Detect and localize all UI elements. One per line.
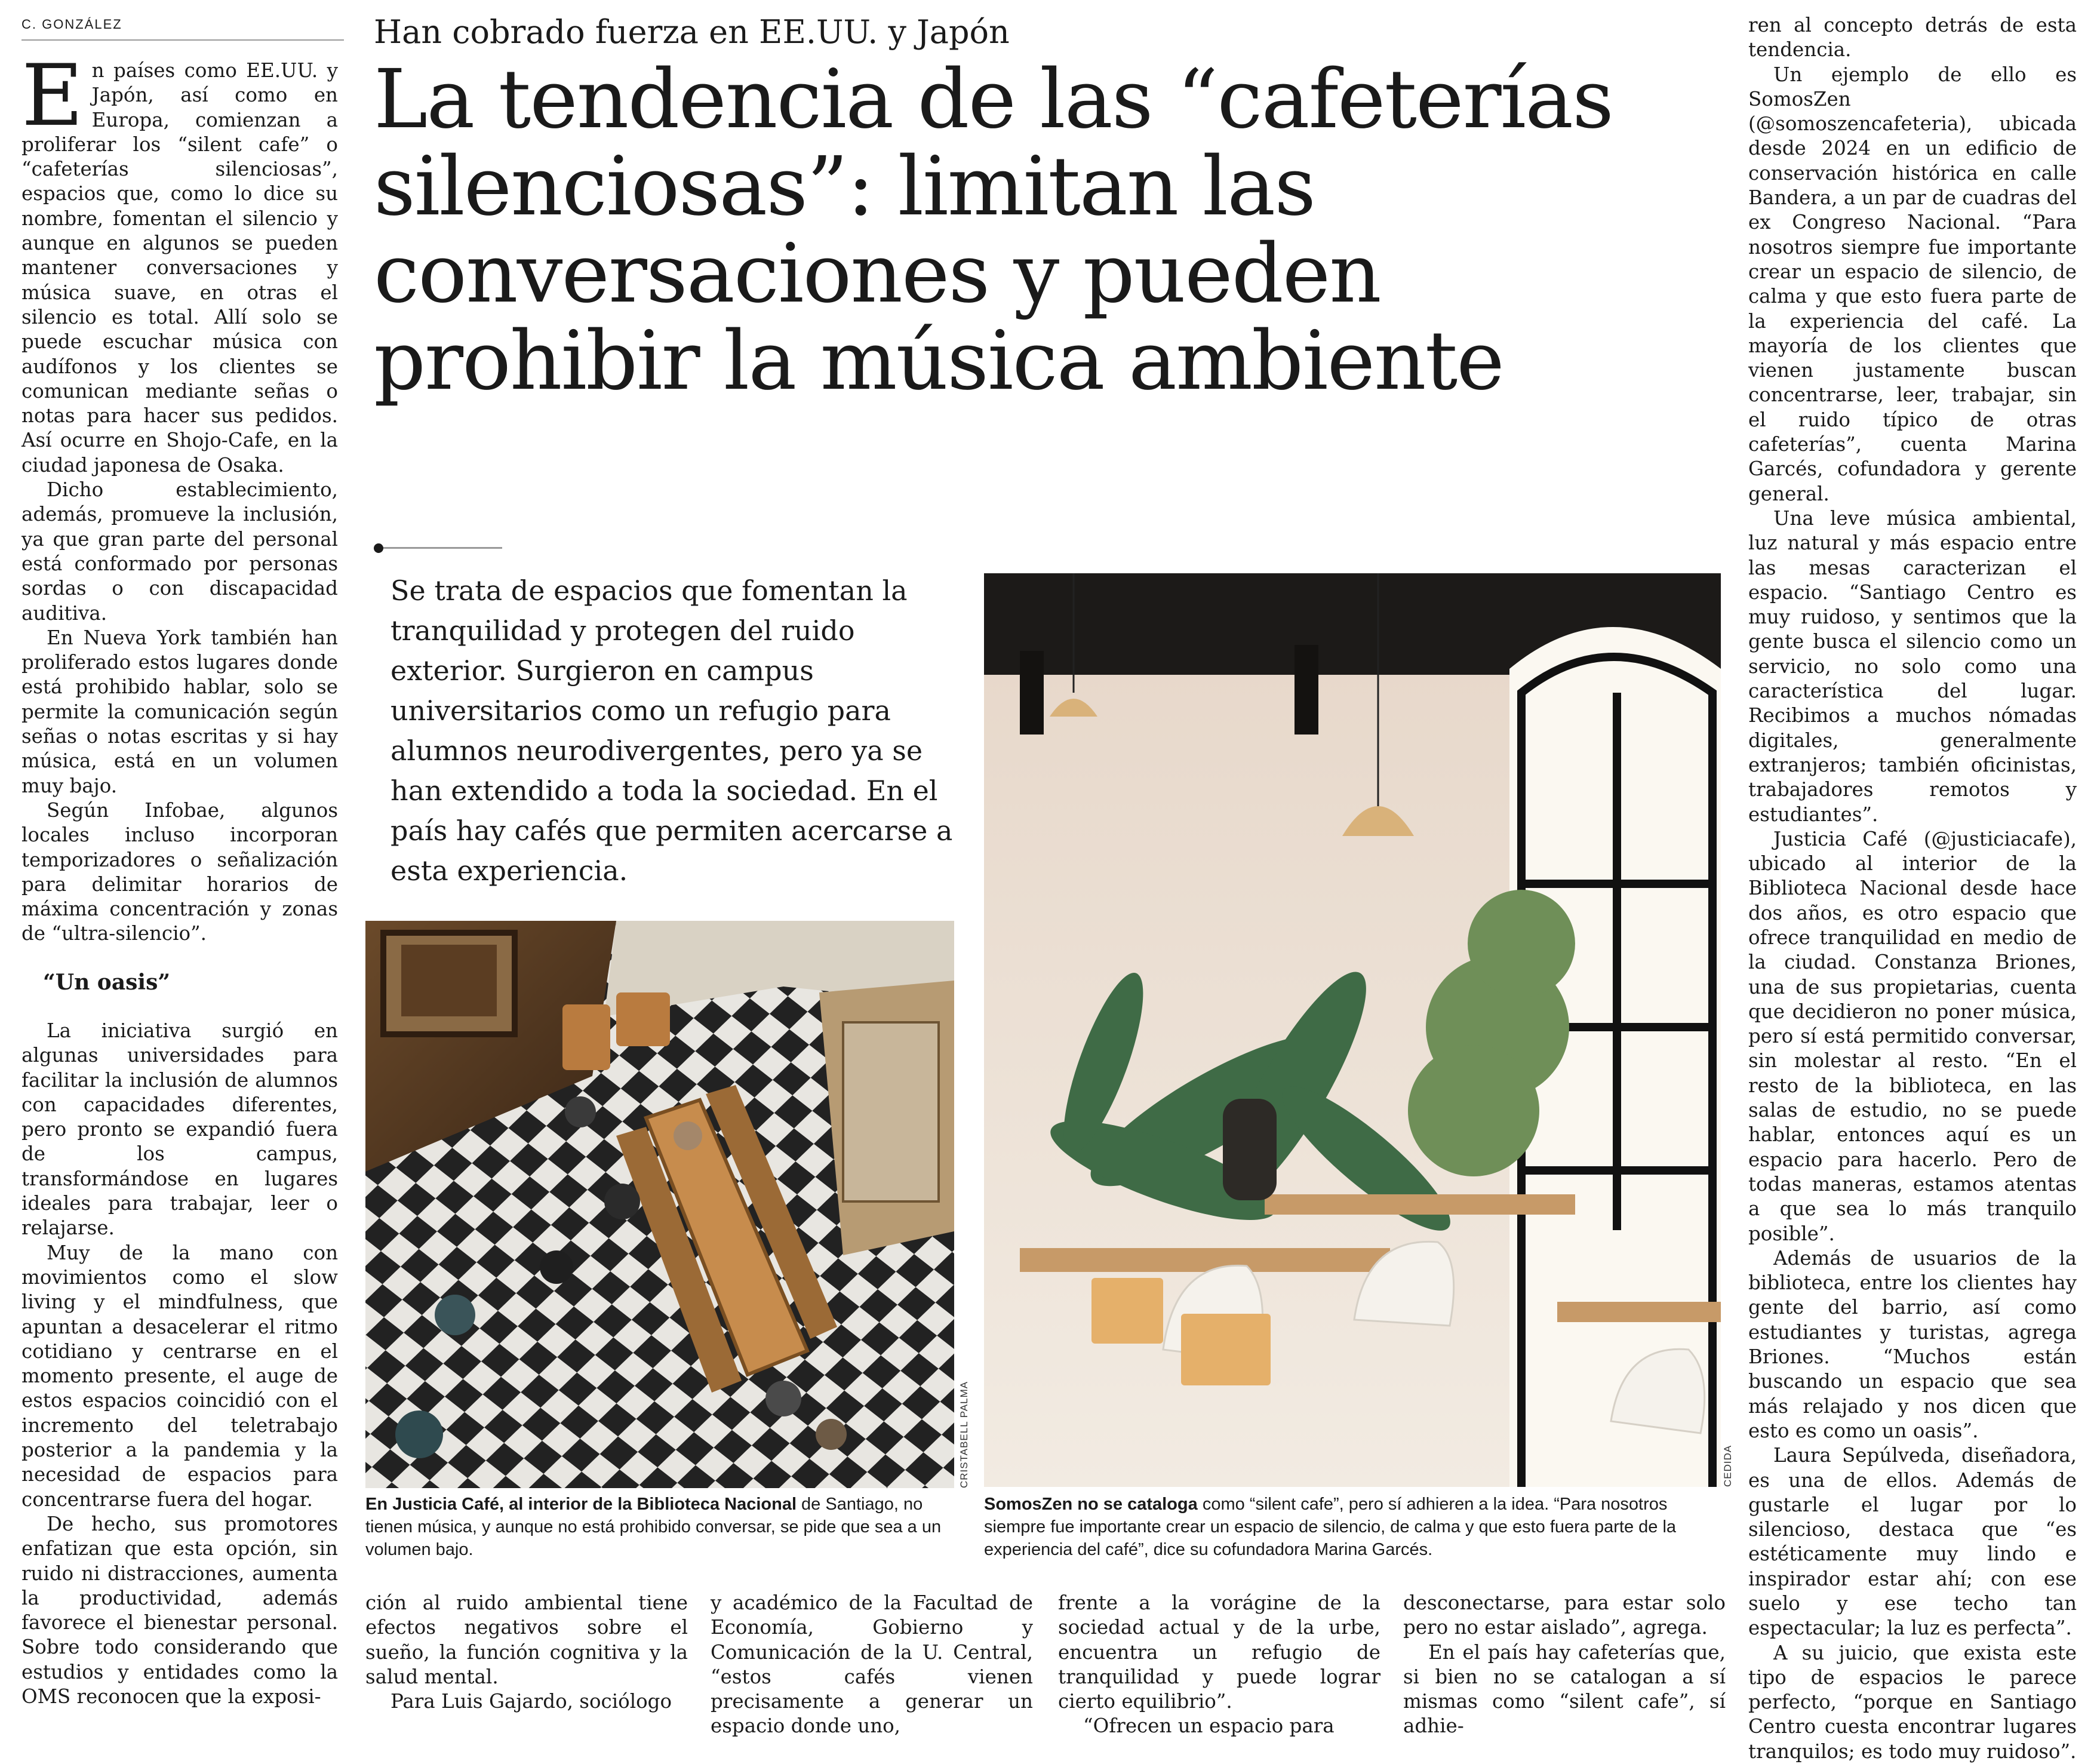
headline-line: silenciosas”: limitan las xyxy=(374,140,1315,234)
headline-line: conversaciones y pueden xyxy=(374,227,1380,321)
article-paragraph: Para Luis Gajardo, sociólogo xyxy=(391,1690,672,1713)
byline: C. GONZÁLEZ xyxy=(21,17,122,32)
caption-lead: En Justicia Café, al interior de la Biblioteca Nacional xyxy=(365,1495,797,1514)
article-paragraph: Según Infobae, algunos locales incluso incorporan temporizadores o señalización para delimitar horarios de máxima concentración y zonas de “ultra-silencio”. xyxy=(21,798,338,945)
headline-line: La tendencia de las “cafeterías xyxy=(374,53,1613,147)
lead-paragraph: Se trata de espacios que fomentan la tranquilidad y protegen del ruido exterior. Surgieron en campus universitarios como un refugio para alumnos neurodivergentes, pero ya se han extendido a toda la sociedad. En el país hay cafés que permiten acercarse a esta experiencia. xyxy=(391,574,953,887)
photo-justicia-cafe-image xyxy=(365,921,954,1488)
photo-somoszen xyxy=(984,573,1721,1487)
article-paragraph: Dicho establecimiento, además, promueve la inclusión, ya que gran parte del personal está conformado por personas sordas o con discapacidad auditiva. xyxy=(21,478,338,625)
caption-lead: SomosZen no se cataloga xyxy=(984,1495,1198,1514)
article-paragraph: Una leve música ambiental, luz natural y más espacio entre las mesas caracterizan el espacio. “Santiago Centro es muy ruidoso, y sentimos que la gente busca el silencio como un servicio, no solo como una característica del lugar. Recibimos a muchos nómadas digitales, generalmente extranjeros; también oficinistas, trabajadores remotos y estudiantes”. xyxy=(1748,506,2077,826)
photo-justicia-cafe xyxy=(365,921,954,1488)
photo-credit-1: CRISTABELL PALMA xyxy=(958,1381,970,1488)
article-paragraph: Justicia Café (@justiciacafe), ubicado al interior de la Biblioteca Nacional desde hace dos años, es otro espacio que ofrece tranquilidad en medio de la ciudad. Constanza Briones, una de sus propietarias, cuenta que decidieron no poner música, pero sí está permitido conversar, sin molestar al resto. “En el resto de la biblioteca, en las salas de estudio, no se puede hablar, entonces aquí es un espacio para hacerlo. Pero de todas maneras, estamos atentas a que sea lo más tranquilo posible”. xyxy=(1748,827,2077,1245)
article-column-1 xyxy=(21,47,338,1709)
article-paragraph: ren al concepto detrás de esta tendencia. xyxy=(1748,14,2077,62)
photo-caption-2 xyxy=(984,1493,1724,1561)
article-paragraph: ción al ruido ambiental tiene efectos negativos sobre el sueño, la función cognitiva y la salud mental. xyxy=(365,1591,688,1688)
article-column-2 xyxy=(365,1591,688,1714)
article-column-5 xyxy=(1403,1591,1726,1739)
byline-rule xyxy=(21,39,344,41)
section-subhead: “Un oasis” xyxy=(43,969,171,995)
headline xyxy=(374,53,1723,408)
article-column-4 xyxy=(1058,1591,1380,1739)
article-paragraph: Además de usuarios de la biblioteca, entre los clientes hay gente del barrio, así como estudiantes y turistas, agrega Briones. “Muchos están buscando un espacio que sea más relajado y nos dicen que esto es como un oasis”. xyxy=(1748,1246,2077,1442)
article-paragraph: Un ejemplo de ello es SomosZen (@somoszencafeteria), ubicada desde 2024 en un edificio de conservación histórica en calle Bandera, a un par de cuadras del ex Congreso Nacional. “Para nosotros siempre fue importante crear un espacio de silencio, de calma y que esto fuera parte de la experiencia del café. La mayoría de los clientes que vienen justamente buscan concentrarse, leer, trabajar, sin el ruido típico de otras cafeterías”, cuenta Marina Garcés, cofundadora y gerente general. xyxy=(1748,63,2077,505)
article-column-6 xyxy=(1748,13,2077,1764)
article-paragraph: De hecho, sus promotores enfatizan que esta opción, sin ruido ni distracciones, aumenta la productividad, además favorece el bienestar personal. Sobre todo considerando que estudios y entidades como la OMS reconocen que la exposi- xyxy=(21,1512,338,1708)
drop-cap: E xyxy=(21,47,84,145)
article-paragraph: frente a la vorágine de la sociedad actual y de la urbe, encuentra un refugio de tranquilidad y puede lograr cierto equilibrio”. xyxy=(1058,1591,1380,1713)
article-column-3 xyxy=(711,1591,1033,1739)
article-paragraph xyxy=(21,47,338,478)
lead-bullet xyxy=(374,543,383,553)
article-paragraph: En el país hay cafeterías que, si bien no se catalogan a sí mismas como “silent cafe”, sí adhie- xyxy=(1403,1640,1726,1738)
article-paragraph: desconectarse, para estar solo pero no estar aislado”, agrega. xyxy=(1403,1591,1726,1639)
lead-rule xyxy=(374,547,502,549)
photo-somoszen-image xyxy=(984,573,1721,1487)
headline-line: prohibir la música ambiente xyxy=(374,314,1503,408)
article-paragraph: y académico de la Facultad de Economía, Gobierno y Comunicación de la U. Central, “estos cafés vienen precisamente a generar un espacio donde uno, xyxy=(711,1591,1033,1738)
article-paragraph: En Nueva York también han proliferado estos lugares donde está prohibido hablar, solo se permite la comunicación según señas o notas escritas y si hay música, está en un volumen muy bajo. xyxy=(21,626,338,797)
photo-caption-1 xyxy=(365,1493,963,1561)
caption-text: como “silent cafe”, pero sí adhieren a la idea. “Para nosotros siempre fue importante crear un espacio de silencio, de calma y que esto fuera parte de la experiencia del café”, dice su cofundadora Marina Garcés. xyxy=(984,1495,1677,1559)
photo-credit-2: CEDIDA xyxy=(1722,1445,1733,1487)
kicker: Han cobrado fuerza en EE.UU. y Japón xyxy=(374,13,1010,51)
article-paragraph: “Ofrecen un espacio para xyxy=(1083,1714,1335,1738)
caption-text: de Santiago, no tienen música, y aunque no está prohibido conversar, se pide que sea a un volumen bajo. xyxy=(365,1495,942,1559)
article-paragraph: Laura Sepúlveda, diseñadora, es una de ellos. Además de gustarle el lugar por lo silencioso, destaca que “es estéticamente muy lindo e inspirador estar ahí; con ese suelo y ese techo tan espectacular; la luz es perfecta”. xyxy=(1748,1444,2077,1640)
paragraph-text: n países como EE.UU. y Japón, así como en Europa, comienzan a proliferar los “silent cafe” o “cafeterías silenciosas”, espacios que, como lo dice su nombre, fomentan el silencio y aunque en algunos se pueden mantener conversaciones y música suave, en otras el silencio es total. Allí solo se puede escuchar música con audífonos y los clientes se comunican mediante señas o notas para hacer sus pedidos. Así ocurre en Shojo-Cafe, en la ciudad japonesa de Osaka. xyxy=(21,59,338,477)
article-paragraph: A su juicio, que exista este tipo de espacios le parece perfecto, “porque en Santiago Centro cuesta encontrar lugares tranquilos; es todo muy ruidoso”. xyxy=(1748,1641,2077,1763)
article-paragraph: La iniciativa surgió en algunas universidades para facilitar la inclusión de alumnos con capacidades diferentes, pero pronto se expandió fuera de los campus, transformándose en lugares ideales para trabajar, leer o relajarse. xyxy=(21,1019,338,1240)
article-paragraph: Muy de la mano con movimientos como el slow living y el mindfulness, que apuntan a desacelerar el ritmo cotidiano y centrarse en el momento presente, el auge de estos espacios coincidió con el incremento del teletrabajo posterior a la pandemia y la necesidad de espacios para concentrarse fuera del hogar. xyxy=(21,1241,338,1511)
